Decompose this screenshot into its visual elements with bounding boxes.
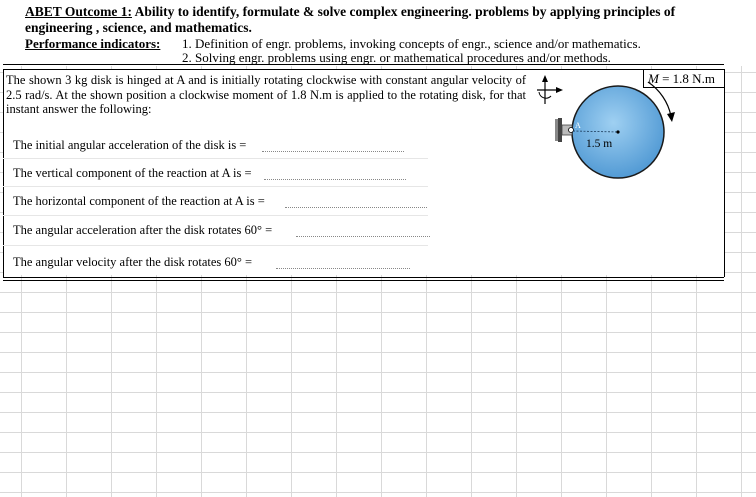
outcome-line bbox=[25, 4, 675, 20]
question-3: The horizontal component of the reaction at A is = bbox=[13, 194, 265, 208]
answer-line-5[interactable] bbox=[276, 268, 410, 269]
disk-center bbox=[616, 130, 619, 133]
question-separator bbox=[3, 186, 428, 187]
question-5: The angular velocity after the disk rotates 60° = bbox=[13, 255, 253, 269]
indicator-2: 2. Solving engr. problems using engr. or mathematical procedures and/or methods. bbox=[182, 50, 611, 65]
answer-line-4[interactable] bbox=[296, 236, 430, 237]
moment-value: = 1.8 N.m bbox=[658, 71, 715, 86]
answer-line-3[interactable] bbox=[285, 207, 427, 208]
radius-label: 1.5 m bbox=[586, 138, 613, 150]
outcome-text-continued: engineering , science, and mathematics. bbox=[25, 20, 252, 35]
problem-bottom-border-double bbox=[3, 280, 724, 281]
answer-line-2[interactable] bbox=[264, 179, 406, 180]
disk-figure bbox=[528, 70, 724, 195]
hinge-label: A bbox=[575, 121, 581, 130]
outcome-label: ABET Outcome 1: bbox=[25, 4, 132, 19]
question-1: The initial angular acceleration of the disk is = bbox=[13, 138, 247, 152]
problem-right-border bbox=[724, 69, 725, 277]
question-separator bbox=[3, 245, 428, 246]
question-4: The angular acceleration after the disk rotates 60° = bbox=[13, 223, 273, 237]
header-block bbox=[0, 0, 756, 66]
question-2: The vertical component of the reaction at A is = bbox=[13, 166, 252, 180]
moment-arrowhead bbox=[667, 112, 675, 122]
axes-icon bbox=[537, 75, 563, 104]
problem-statement: The shown 3 kg disk is hinged at A and is initially rotating clockwise with constant angular velocity of 2.5 rad/s. At the shown position a clockwise moment of 1.8 N.m is applied to the rotating disk, for that instant answer the following: bbox=[6, 73, 526, 116]
indicators-label: Performance indicators: bbox=[25, 36, 161, 51]
answer-line-1[interactable] bbox=[262, 151, 404, 152]
question-separator bbox=[3, 215, 428, 216]
header-divider bbox=[3, 64, 724, 65]
moment-symbol: M bbox=[648, 71, 659, 86]
hinge-support-icon bbox=[555, 118, 574, 142]
problem-bottom-border bbox=[3, 277, 724, 278]
question-separator bbox=[3, 158, 428, 159]
outcome-text: Ability to identify, formulate & solve complex engineering. problems by applying principles of bbox=[132, 4, 676, 19]
indicator-1: 1. Definition of engr. problems, invoking concepts of engr., science and/or mathematics. bbox=[182, 36, 641, 51]
